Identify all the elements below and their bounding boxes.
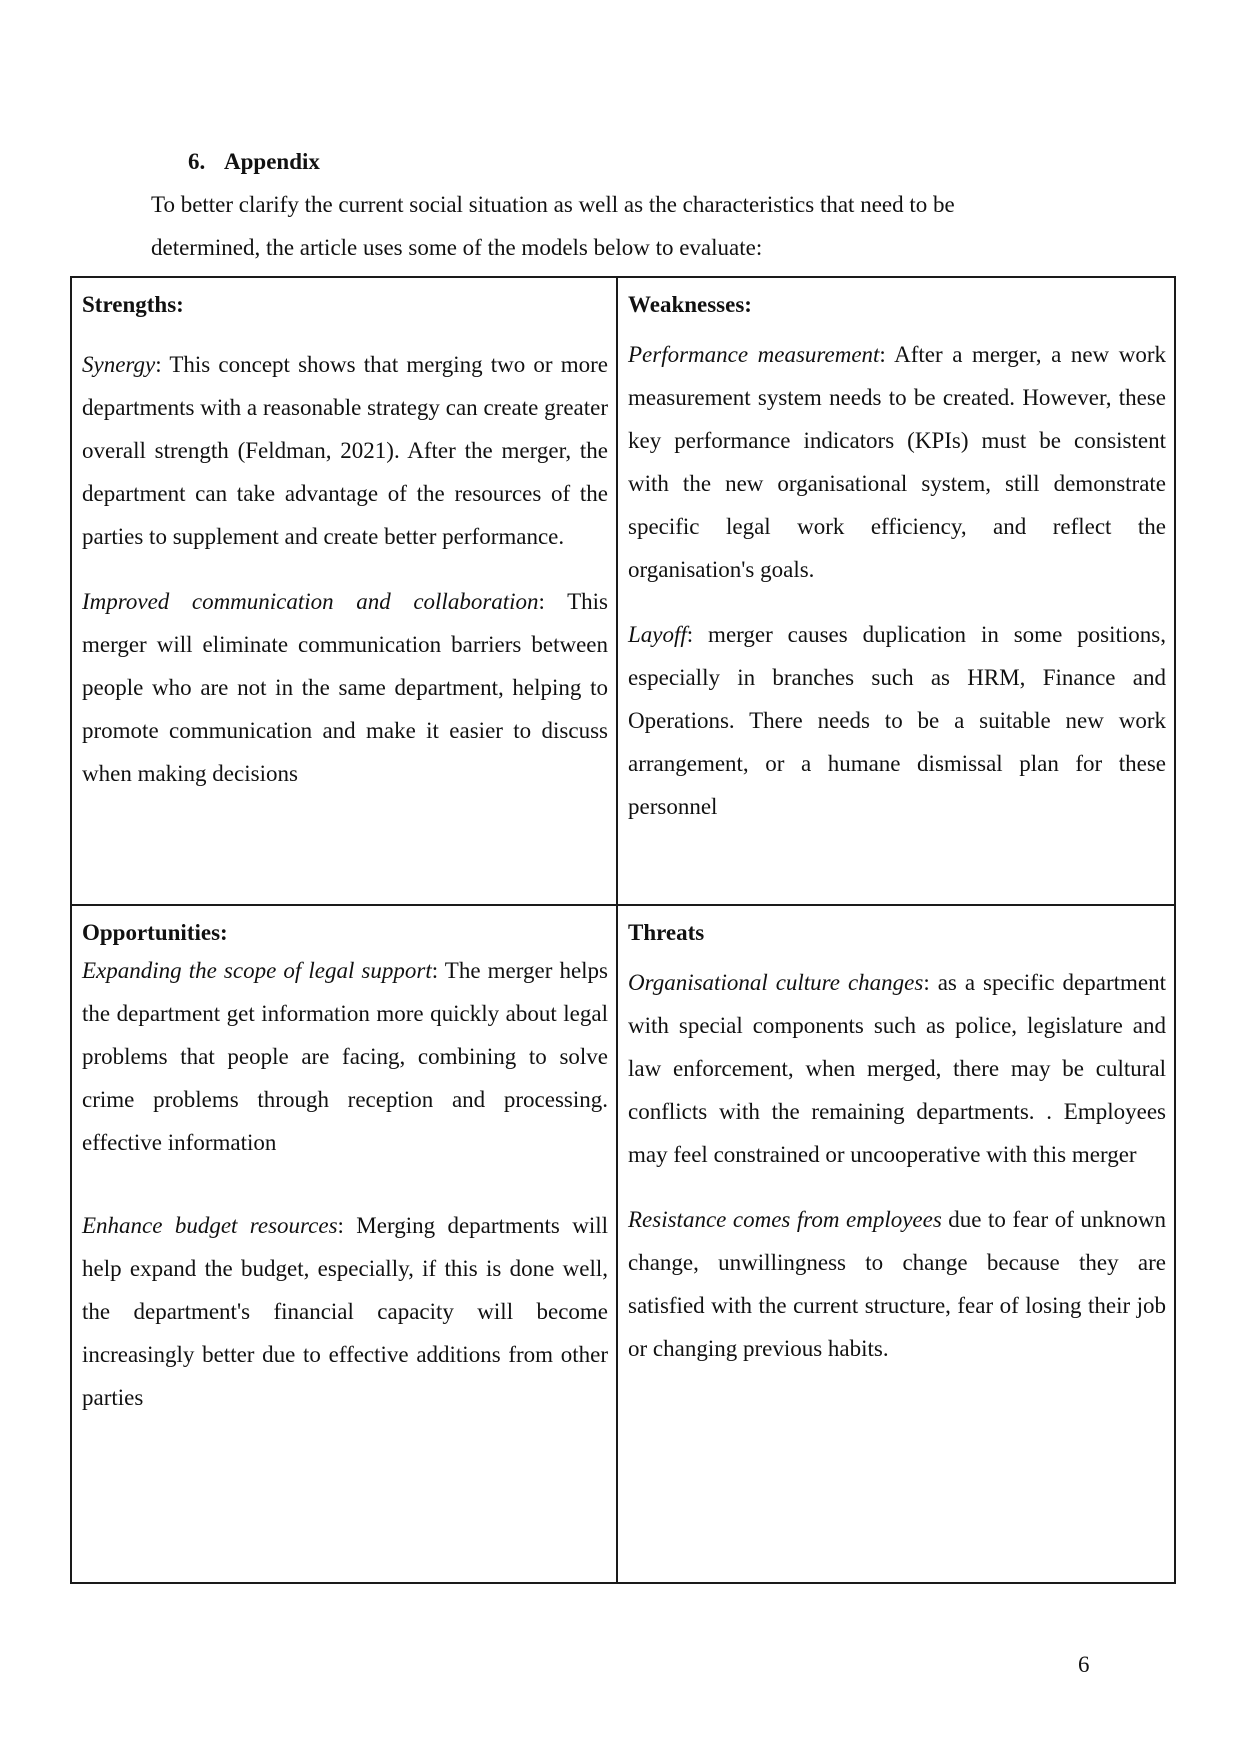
table-vertical-divider <box>616 278 618 1582</box>
strength-text: : This merger will eliminate communication barriers between people who are not in the same department, helping to promote communication and make it easier to discuss when making decisions <box>82 589 608 786</box>
threat-item-culture <box>628 961 1166 1176</box>
opportunity-text: : The merger helps the department get information more quickly about legal problems that people are facing, combining to solve crime problems through reception and processing. effective information <box>82 958 608 1155</box>
threat-term: Resistance comes from employees <box>628 1207 942 1232</box>
opportunity-item-legal-support <box>82 949 608 1164</box>
intro-paragraph: To better clarify the current social situation as well as the characteristics that need to be determined, the article uses some of the models below to evaluate: <box>151 192 955 260</box>
swot-table <box>70 276 1176 1584</box>
section-title: Appendix <box>224 149 320 174</box>
weakness-text: : After a merger, a new work measurement system needs to be created. However, these key performance indicators (KPIs) must be consistent with the new organisational system, still demonstrate specific legal work efficiency, and reflect the organisation's goals. <box>628 342 1166 582</box>
opportunities-heading: Opportunities: <box>82 920 228 945</box>
section-heading <box>188 147 320 177</box>
strength-term: Synergy <box>82 352 156 377</box>
strengths-cell <box>82 288 608 795</box>
weaknesses-heading: Weaknesses: <box>628 292 752 317</box>
section-number: 6. <box>188 149 206 174</box>
opportunity-term: Expanding the scope of legal support <box>82 958 432 983</box>
strength-text: : This concept shows that merging two or more departments with a reasonable strategy can create greater overall strength (Feldman, 2021). After the merger, the department can take advantage of the resources of the parties to supplement and create better performance. <box>82 352 608 549</box>
strength-item-synergy <box>82 343 608 558</box>
weakness-item-layoff <box>628 613 1166 828</box>
table-horizontal-divider <box>72 904 1174 906</box>
threats-cell <box>628 916 1166 1370</box>
opportunity-text: : Merging departments will help expand the budget, especially, if this is done well, the department's financial capacity will become increasingly better due to effective additions from other parties <box>82 1213 608 1410</box>
weakness-item-performance <box>628 333 1166 591</box>
threats-heading: Threats <box>628 920 705 945</box>
threat-text: due to fear of unknown change, unwillingness to change because they are satisfied with the current structure, fear of losing their job or changing previous habits. <box>628 1207 1166 1361</box>
page-number: 6 <box>1078 1652 1090 1677</box>
opportunities-cell <box>82 916 608 1419</box>
opportunity-term: Enhance budget resources <box>82 1213 338 1238</box>
weakness-term: Performance measurement <box>628 342 880 367</box>
weakness-term: Layoff <box>628 622 687 647</box>
weaknesses-cell <box>628 288 1166 828</box>
weakness-text: : merger causes duplication in some positions, especially in branches such as HRM, Finance and Operations. There needs to be a suitable new work arrangement, or a humane dismissal plan for these personnel <box>628 622 1166 819</box>
threat-term: Organisational culture changes <box>628 970 924 995</box>
threat-item-resistance <box>628 1198 1166 1370</box>
threat-text: : as a specific department with special components such as police, legislature and law enforcement, when merged, there may be cultural conflicts with the remaining departments. . Employees may feel constrained or uncooperative with this merger <box>628 970 1166 1167</box>
strength-term: Improved communication and collaboration <box>82 589 539 614</box>
strengths-heading: Strengths: <box>82 292 184 317</box>
opportunity-item-budget <box>82 1204 608 1419</box>
strength-item-communication <box>82 580 608 795</box>
